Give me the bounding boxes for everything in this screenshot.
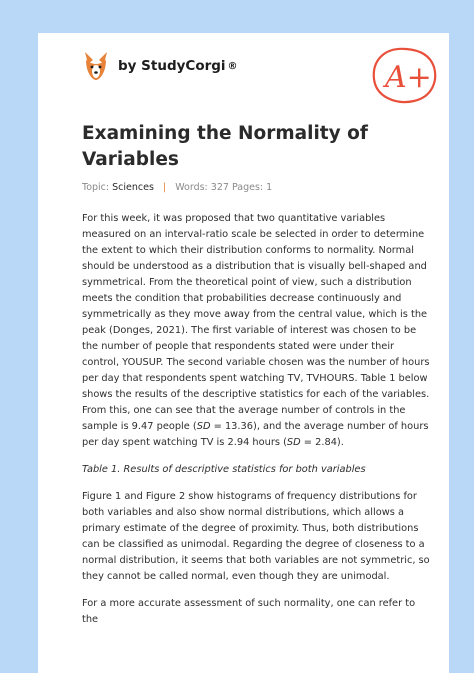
grade-text: A+	[385, 60, 432, 95]
sd-label: SD	[286, 437, 301, 448]
table-caption: Table 1. Results of descriptive statistics for both variables	[82, 464, 366, 475]
paragraph-text: = 13.36), and the average number of hours per day spent watching TV is 2.94 hours (	[82, 421, 429, 448]
paragraph-text: = 2.84).	[300, 437, 344, 448]
document-meta	[82, 182, 272, 193]
page-title: Examining the Normality of Variables	[82, 123, 368, 170]
registered-mark: ®	[227, 60, 238, 72]
topic-label: Topic:	[82, 182, 110, 193]
meta-separator: |	[162, 182, 167, 193]
page-count: Pages: 1	[231, 182, 273, 193]
word-count: Words: 327	[175, 182, 229, 193]
sd-label: SD	[196, 421, 211, 432]
topic-link[interactable]: Sciences	[112, 182, 154, 193]
paragraph-text: For this week, it was proposed that two quantitative variables measured on an interval-ratio scale be selected in order to determine the extent to which their distribution conforms to normality. Normal should be understood as a distribution that is visually bell-shaped and symmetrical. From the theoretical point of view, such a distribution meets the condition that probabilities decrease continuously and symmetrically as they move away from the central value, which is the peak (Donges, 2021). The first variable of interest was chosen to be the number of people that respondents stated were under their control, YOUSUP. The second variable chosen was the number of hours per day that respondents spent watching TV, TVHOURS. Table 1 below shows the results of the descriptive statistics for each of the variables. From this, one can see that the average number of controls in the sample is 9.47 people (	[82, 213, 430, 432]
document-card	[38, 33, 449, 673]
paragraph: For a more accurate assessment of such normality, one can refer to the	[82, 598, 416, 625]
a-plus-grade-icon	[366, 43, 440, 109]
brand-header[interactable]	[82, 50, 238, 82]
brand-name: by StudyCorgi	[118, 58, 226, 74]
paragraph: Figure 1 and Figure 2 show histograms of frequency distributions for both variables and also show normal distributions, which allows a primary estimate of the degree of proximity. Thus, both distributions can be classified as unimodal. Regarding the degree of closeness to a normal distribution, it seems that both variables are not symmetric, so they cannot be called normal, even though they are unimodal.	[82, 491, 430, 582]
paragraph	[82, 211, 434, 451]
corgi-logo-icon	[82, 50, 110, 82]
document-body	[82, 211, 434, 639]
